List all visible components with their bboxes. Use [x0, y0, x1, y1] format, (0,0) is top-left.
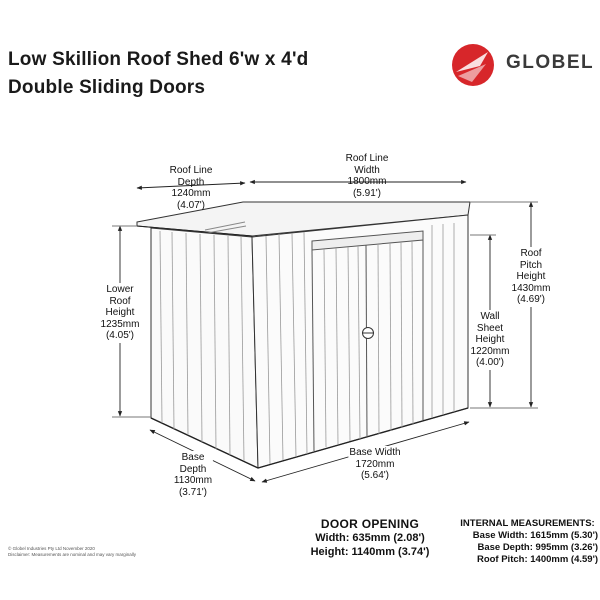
disclaimer-line: Disclaimer: Measurements are nominal and may vary marginally [8, 552, 137, 557]
roof-line-width-label: Roof Line Width 1800mm (5.91') [345, 153, 389, 199]
roof-line-depth-label: Roof Line Depth 1240mm (4.07') [169, 165, 213, 211]
product-subtitle: Double Sliding Doors [8, 77, 206, 98]
door-opening-block [300, 517, 440, 559]
copyright-note [8, 546, 136, 558]
internal-measurements-heading: INTERNAL MEASUREMENTS: [460, 518, 595, 529]
door-opening-height: Height: 1140mm (3.74') [310, 546, 430, 558]
internal-measurements-block [455, 518, 600, 566]
product-title: Low Skillion Roof Shed 6'w x 4'd [8, 49, 309, 70]
internal-roof-pitch: Roof Pitch: 1400mm (4.59') [476, 554, 598, 565]
wall-sheet-height-label: Wall Sheet Height 1220mm (4.00') [470, 311, 510, 368]
door-opening-width: Width: 635mm (2.08') [315, 532, 425, 544]
brand-name: GLOBEL [506, 52, 595, 73]
internal-base-width: Base Width: 1615mm (5.30') [472, 530, 598, 541]
internal-base-depth: Base Depth: 995mm (3.26') [477, 542, 598, 553]
roof-pitch-height-label: Roof Pitch Height 1430mm (4.69') [511, 248, 551, 305]
base-width-label: Base Width 1720mm (5.64') [349, 447, 401, 481]
copyright-line: © Globel Industries Pty Ltd November 2020 [8, 546, 95, 551]
lower-roof-height-label: Lower Roof Height 1235mm (4.05') [100, 284, 140, 341]
door-opening-heading: DOOR OPENING [320, 517, 420, 531]
base-depth-label: Base Depth 1130mm (3.71') [173, 452, 213, 498]
